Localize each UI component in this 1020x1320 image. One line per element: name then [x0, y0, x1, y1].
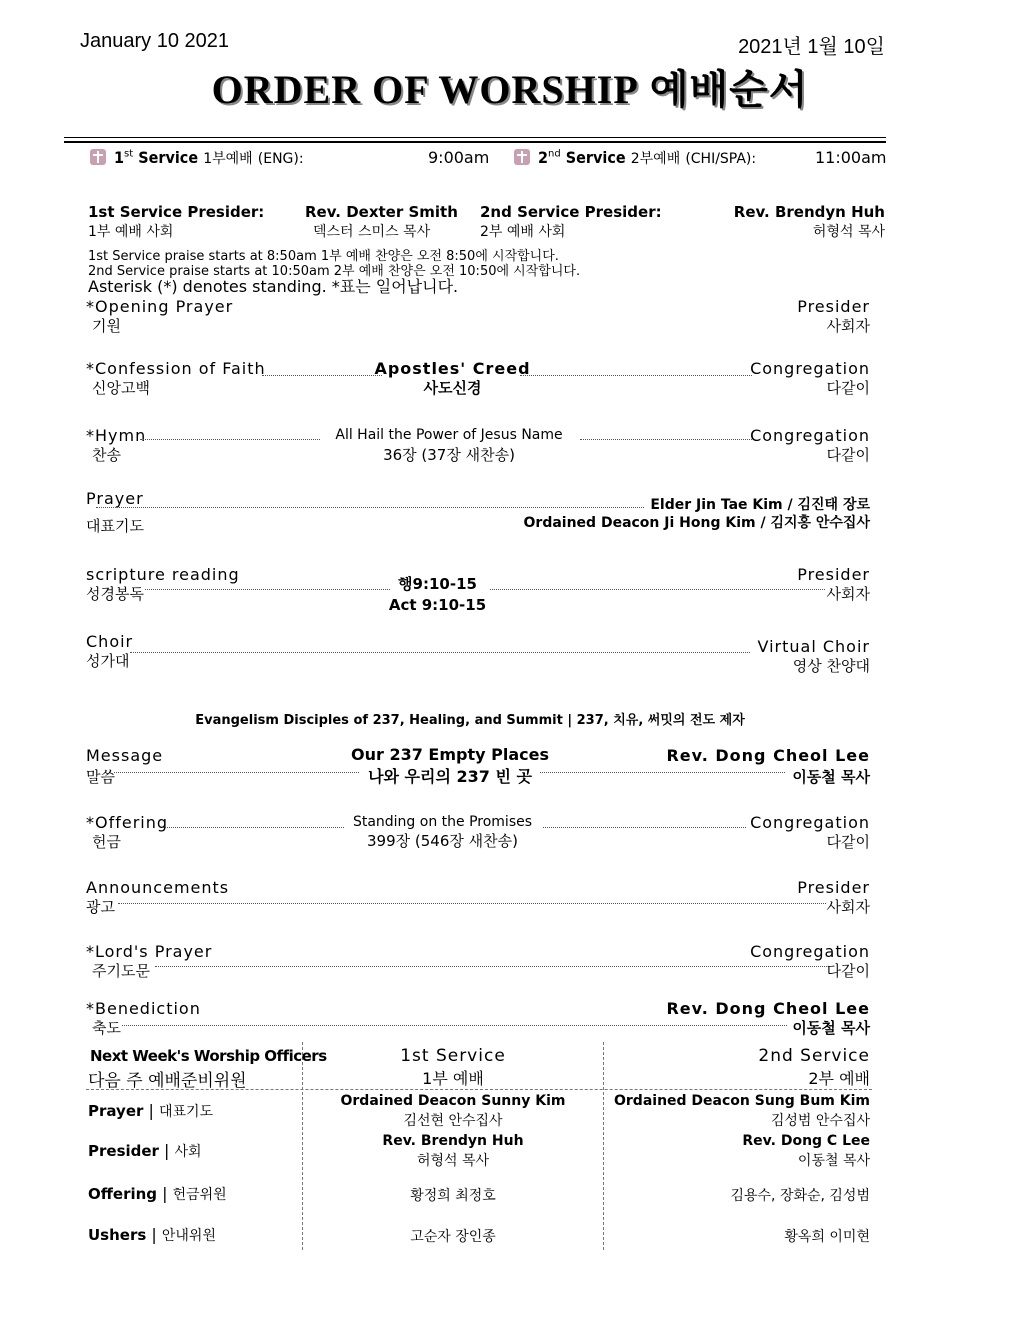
confession-text: Apostles' Creed: [374, 359, 531, 378]
confession-kr: 신앙고백: [92, 379, 150, 397]
second-presider-label: 2nd Service Presider:: [480, 203, 662, 221]
offering-title: *Offering: [86, 813, 169, 832]
first-presider-label: 1st Service Presider:: [88, 203, 265, 221]
leader-dots: [145, 589, 390, 590]
benediction-role-kr: 이동철 목사: [792, 1019, 870, 1037]
officer-row-offering: Offering | 헌금위원: [88, 1184, 227, 1203]
service-1: 1st Service 1부예배 (ENG):: [90, 148, 304, 168]
first-presider-name-kr: 덱스터 스미스 목사: [313, 224, 431, 240]
hymn-role: Congregation: [750, 426, 870, 445]
confession-role: Congregation: [750, 359, 870, 378]
second-presider-name-kr: 허형석 목사: [812, 224, 885, 240]
officers-title: Next Week's Worship Officers: [90, 1047, 327, 1065]
prayer-2nd-name: Ordained Deacon Sung Bum Kim: [614, 1093, 870, 1109]
lords-prayer-role-kr: 다같이: [826, 962, 870, 980]
note-asterisk: Asterisk (*) denotes standing. *표는 일어납니다.: [88, 277, 459, 296]
lords-prayer-role: Congregation: [750, 942, 870, 961]
ushers-2nd-names: 황옥희 이미현: [784, 1229, 870, 1245]
opening-prayer-role-kr: 사회자: [826, 317, 870, 335]
opening-prayer-role: Presider: [797, 297, 870, 316]
offering-1st-names: 황정희 최정호: [410, 1188, 496, 1204]
hymn-name: All Hail the Power of Jesus Name: [335, 427, 563, 443]
officer-row-presider: Presider | 사회: [88, 1141, 202, 1160]
date-korean: 2021년 1월 10일: [738, 36, 885, 58]
benediction-title: *Benediction: [86, 999, 201, 1018]
announcements-role-kr: 사회자: [826, 898, 870, 916]
message-preacher: Rev. Dong Cheol Lee: [666, 746, 870, 765]
service-2: 2nd Service 2부예배 (CHI/SPA):: [514, 148, 756, 168]
scripture-ref-en: Act 9:10-15: [388, 596, 487, 614]
announcements-title: Announcements: [86, 878, 230, 897]
announcements-role: Presider: [797, 878, 870, 897]
scripture-role-kr: 사회자: [826, 585, 870, 603]
cross-icon: [90, 149, 106, 165]
note-second-praise: 2nd Service praise starts at 10:50am 2부 예배 찬양은 오전 10:50에 시작합니다.: [88, 264, 581, 279]
opening-prayer-title: *Opening Prayer: [86, 297, 234, 316]
message-kr: 말씀: [86, 768, 115, 786]
prayer-title: Prayer: [86, 489, 144, 508]
date-english: January 10 2021: [80, 30, 230, 52]
prayer-1st-name-kr: 김선현 안수집사: [403, 1113, 503, 1129]
prayer-kr: 대표기도: [86, 517, 144, 535]
hymn-role-kr: 다같이: [826, 446, 870, 464]
service-1-time: 9:00am: [428, 148, 490, 167]
offering-kr: 헌금: [92, 833, 121, 851]
lords-prayer-kr: 주기도문: [92, 962, 150, 980]
choir-title: Choir: [86, 632, 134, 651]
benediction-role: Rev. Dong Cheol Lee: [666, 999, 870, 1018]
announcements-kr: 광고: [86, 898, 115, 916]
presider-2nd-name: Rev. Dong C Lee: [742, 1133, 870, 1149]
leader-dots: [162, 827, 344, 828]
sermon-theme: Evangelism Disciples of 237, Healing, and Summit | 237, 치유, 써밋의 전도 제자: [195, 713, 745, 728]
ushers-1st-names: 고순자 장인종: [410, 1229, 496, 1245]
leader-dots: [114, 772, 359, 773]
leader-dots: [140, 439, 320, 440]
hymn-number: 36장 (37장 새찬송): [383, 446, 515, 464]
note-first-praise: 1st Service praise starts at 8:50am 1부 예배 찬양은 오전 8:50에 시작합니다.: [88, 249, 559, 264]
second-presider-label-kr: 2부 예배 사회: [480, 224, 566, 240]
leader-dots: [262, 375, 382, 376]
offering-role: Congregation: [750, 813, 870, 832]
title-korean: 예배순서: [649, 67, 809, 113]
benediction-kr: 축도: [92, 1019, 121, 1037]
col-1st-service: 1st Service: [400, 1046, 506, 1066]
col-2nd-service-kr: 2부 예배: [808, 1069, 870, 1088]
choir-role: Virtual Choir: [757, 637, 870, 656]
service-2-time: 11:00am: [815, 148, 887, 167]
first-presider-name: Rev. Dexter Smith: [305, 203, 458, 221]
confession-title: *Confession of Faith: [86, 359, 266, 378]
leader-dots: [122, 1025, 787, 1026]
message-title: Message: [86, 746, 164, 765]
offering-hymn-name: Standing on the Promises: [352, 814, 533, 830]
offering-role-kr: 다같이: [826, 833, 870, 851]
scripture-role: Presider: [797, 565, 870, 584]
offering-2nd-names: 김용수, 장화순, 김성범: [730, 1188, 870, 1204]
officer-row-prayer: Prayer | 대표기도: [88, 1101, 214, 1120]
offering-hymn-number: 399장 (546장 새찬송): [367, 832, 518, 850]
scripture-ref-kr: 행9:10-15: [398, 575, 477, 593]
leader-dots: [130, 652, 750, 653]
prayer-1st-name: Ordained Deacon Sunny Kim: [340, 1093, 566, 1109]
prayer-leader-2: Ordained Deacon Ji Hong Kim / 김지홍 안수집사: [523, 515, 870, 531]
sermon-title-kr: 나와 우리의 237 빈 곳: [368, 767, 532, 786]
confession-text-kr: 사도신경: [423, 379, 482, 397]
lords-prayer-title: *Lord's Prayer: [86, 942, 213, 961]
page-title: [0, 58, 1020, 115]
message-preacher-kr: 이동철 목사: [792, 768, 870, 786]
title-english: ORDER OF WORSHIP: [211, 67, 639, 112]
choir-role-kr: 영상 찬양대: [792, 657, 870, 675]
officers-title-kr: 다음 주 예배준비위원: [88, 1071, 247, 1091]
header-rule-bottom: [64, 141, 886, 143]
first-presider-label-kr: 1부 예배 사회: [88, 224, 174, 240]
scripture-title: scripture reading: [86, 565, 240, 584]
choir-kr: 성가대: [86, 652, 130, 670]
confession-role-kr: 다같이: [826, 379, 870, 397]
scripture-kr: 성경봉독: [86, 585, 144, 603]
hymn-title: *Hymn: [86, 426, 147, 445]
officer-row-ushers: Ushers | 안내위원: [88, 1225, 216, 1244]
sermon-title-en: Our 237 Empty Places: [351, 745, 549, 764]
second-presider-name: Rev. Brendyn Huh: [733, 203, 885, 221]
prayer-2nd-name-kr: 김성범 안수집사: [770, 1113, 870, 1129]
cross-icon: [514, 149, 530, 165]
opening-prayer-kr: 기원: [92, 317, 121, 335]
header-rule-top: [64, 137, 886, 138]
presider-2nd-name-kr: 이동철 목사: [797, 1153, 870, 1169]
col-2nd-service: 2nd Service: [758, 1046, 870, 1066]
col-1st-service-kr: 1부 예배: [422, 1069, 484, 1088]
prayer-leader-1: Elder Jin Tae Kim / 김진태 장로: [650, 497, 870, 513]
presider-1st-name-kr: 허형석 목사: [416, 1153, 490, 1169]
hymn-kr: 찬송: [92, 446, 121, 464]
presider-1st-name: Rev. Brendyn Huh: [382, 1133, 524, 1149]
